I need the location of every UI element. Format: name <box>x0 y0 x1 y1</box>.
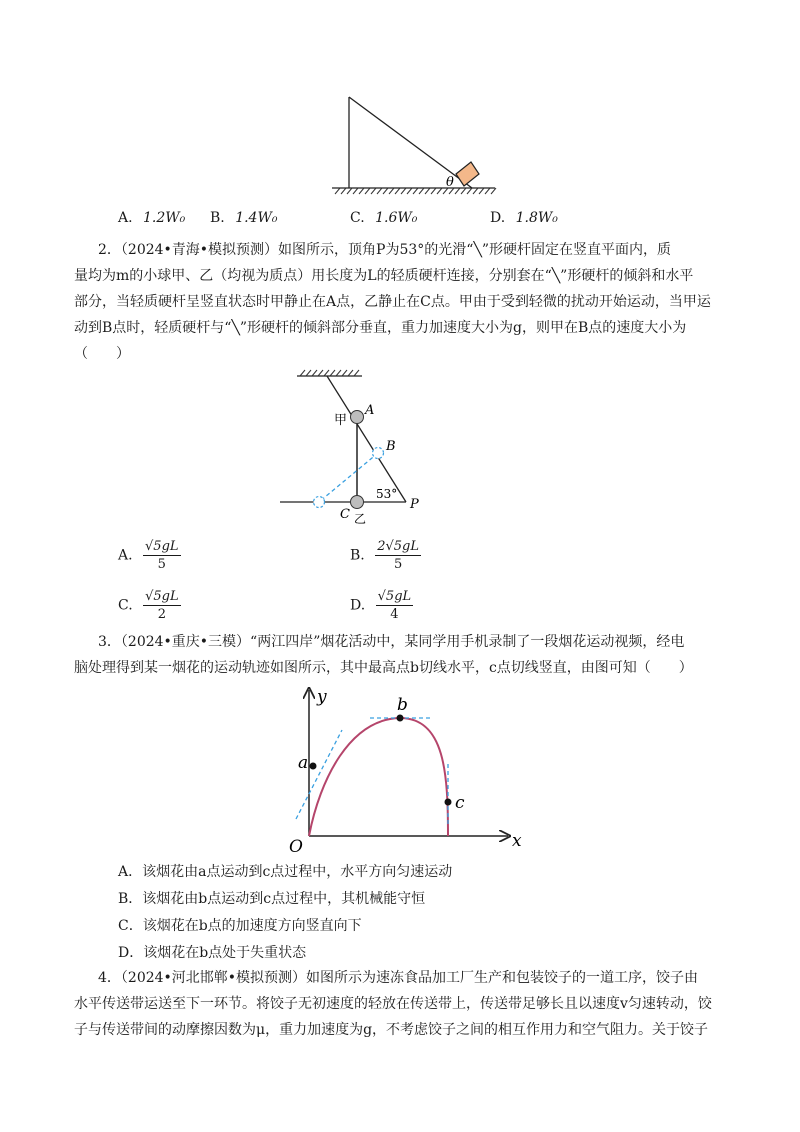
q2-option-c: C. $\frac{√5gL}{2}$ <box>118 589 179 622</box>
label-a: a <box>298 753 309 773</box>
block-on-incline <box>456 162 479 186</box>
point-b <box>397 715 404 722</box>
label-c: c <box>455 793 465 813</box>
q3-option-c: C．该烟花在b点的加速度方向竖直向下 <box>118 918 362 934</box>
q2-text-line-2: 量均为m的小球甲、乙（均视为质点）用长度为L的轻质硬杆连接，分别套在“╲”形硬杆的倾斜和水平 <box>74 268 694 284</box>
q1-option-c: C. 1.6W₀ <box>350 210 418 226</box>
theta-label: θ <box>446 175 454 190</box>
label-angle-53: 53° <box>376 487 398 501</box>
ball-at-B-dashed <box>373 448 384 459</box>
origin-label: O <box>289 837 303 854</box>
firework-trajectory-figure <box>280 684 540 854</box>
q3-option-b: B．该烟花由b点运动到c点过程中，其机械能守恒 <box>118 891 426 907</box>
q3-text-line-2: 脑处理得到某一烟花的运动轨迹如图所示，其中最高点b切线水平，c点切线竖直，由图可知（ ） <box>74 660 693 676</box>
q3-option-d: D．该烟花在b点处于失重状态 <box>118 945 307 961</box>
trajectory-curve <box>309 718 448 836</box>
q2-text-line-4: 动到B点时，轻质硬杆与“╲”形硬杆的倾斜部分垂直，重力加速度大小为g，则甲在B点的速度大小为 <box>74 320 687 336</box>
q2-option-d-fraction: $\frac{√5gL}{4}$ <box>377 589 412 622</box>
q2-text-line-1: 2．（2024•青海•模拟预测）如图所示，顶角P为53°的光滑“╲”形硬杆固定在竖直平面内，质 <box>98 242 672 258</box>
ball-jia-at-A <box>351 411 364 424</box>
label-jia: 甲 <box>334 413 348 428</box>
q4-text-line-3: 子与传送带间的动摩擦因数为μ，重力加速度为g，不考虑饺子之间的相互作用力和空气阻力。关于饺子 <box>74 1022 709 1038</box>
label-yi: 乙 <box>354 512 367 526</box>
q2-text-line-3: 部分，当轻质硬杆呈竖直状态时甲静止在A点，乙静止在C点。甲由于受到轻微的扰动开始运动，当甲运 <box>74 294 711 310</box>
axis-y-label: y <box>317 687 327 707</box>
axis-x-label: x <box>512 831 522 851</box>
label-B: B <box>386 439 396 454</box>
ball-yi-at-C <box>351 496 364 509</box>
light-rod-dashed <box>319 453 378 502</box>
label-C: C <box>340 507 350 522</box>
q1-option-d: D. 1.8W₀ <box>490 210 558 226</box>
label-P: P <box>410 497 419 512</box>
q4-text-line-1: 4．（2024•河北邯郸•模拟预测）如图所示为速冻食品加工厂生产和包装饺子的一道工序，饺子由 <box>98 970 699 986</box>
label-A: A <box>365 403 375 418</box>
ball-on-horizontal-dashed <box>314 497 325 508</box>
tangent-at-a <box>296 730 342 819</box>
q2-option-a: A. $\frac{√5gL}{5}$ <box>118 539 179 572</box>
q2-option-b-fraction: $\frac{2√5gL}{5}$ <box>377 539 419 572</box>
q2-option-a-fraction: $\frac{√5gL}{5}$ <box>145 539 179 572</box>
point-a <box>310 763 317 770</box>
rod-figure <box>270 366 430 526</box>
q3-text-line-1: 3．（2024•重庆•三模）“两江四岸”烟花活动中，某同学用手机录制了一段烟花运动视频，经电 <box>98 634 685 650</box>
incline-figure <box>320 90 520 200</box>
q2-option-b: B. $\frac{2√5gL}{5}$ <box>350 539 419 572</box>
q2-option-c-fraction: $\frac{√5gL}{2}$ <box>145 589 179 622</box>
q4-text-line-2: 水平传送带运送至下一环节。将饺子无初速度的轻放在传送带上，传送带足够长且以速度v匀速转动，饺 <box>74 996 712 1012</box>
point-c <box>445 799 452 806</box>
q1-option-b: B. 1.4W₀ <box>210 210 278 226</box>
label-b: b <box>397 695 408 715</box>
q2-option-d: D. $\frac{√5gL}{4}$ <box>350 589 412 622</box>
q1-option-a: A. 1.2W₀ <box>118 210 186 226</box>
ceiling-hatching <box>300 370 359 376</box>
q2-text-line-5: （ ） <box>74 346 130 362</box>
ground-hatching <box>335 188 496 194</box>
q3-option-a: A．该烟花由a点运动到c点过程中，水平方向匀速运动 <box>118 864 453 880</box>
